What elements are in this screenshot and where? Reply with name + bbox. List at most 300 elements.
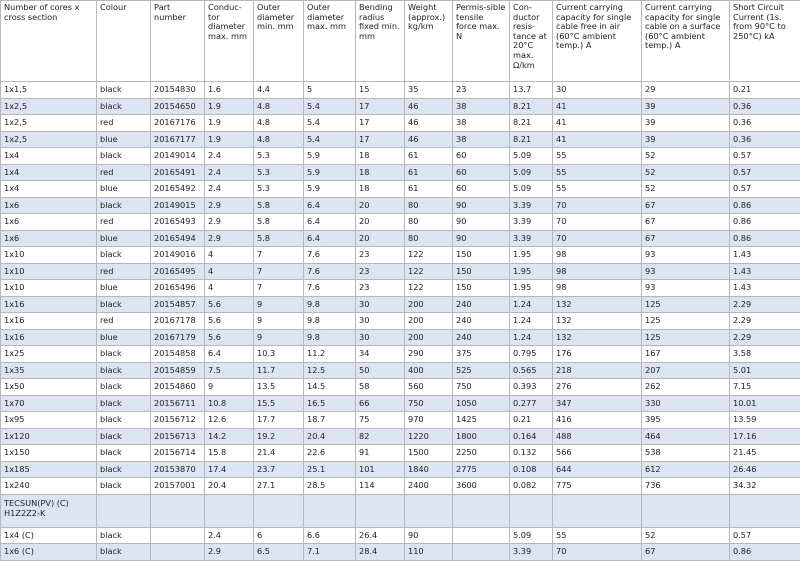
cell-current-air: 55 <box>553 527 642 544</box>
cell-bending-radius: 30 <box>356 296 405 313</box>
cell-bending-radius: 82 <box>356 428 405 445</box>
cell-current-surface: 52 <box>642 181 730 198</box>
cell-outer-min: 7 <box>254 280 304 297</box>
table-row <box>1 346 800 363</box>
cell-colour: blue <box>97 181 151 198</box>
header-current-free-air: Current carrying capacity for single cable free in air (60°C ambient temp.) A <box>553 1 642 82</box>
cell-part-number: 20157001 <box>151 478 205 495</box>
cell-bending-radius: 30 <box>356 329 405 346</box>
cell-part-number: 20154830 <box>151 82 205 99</box>
cell-bending-radius: 114 <box>356 478 405 495</box>
section-empty-cell <box>510 494 553 527</box>
cell-current-air: 70 <box>553 544 642 561</box>
cell-bending-radius: 20 <box>356 230 405 247</box>
cell-tensile-force: 60 <box>453 164 510 181</box>
cell-short-circuit: 1.43 <box>730 280 800 297</box>
header-outer-diameter-min: Outer diameter min. mm <box>254 1 304 82</box>
cell-part-number: 20167179 <box>151 329 205 346</box>
cell-conductor-diameter: 5.6 <box>205 329 254 346</box>
cell-outer-max: 12.5 <box>304 362 356 379</box>
cell-colour: black <box>97 527 151 544</box>
cell-part-number <box>151 544 205 561</box>
cell-weight: 560 <box>405 379 453 396</box>
cell-cores: 1x6 (C) <box>1 544 97 561</box>
cell-outer-min: 6 <box>254 527 304 544</box>
section-empty-cell <box>97 494 151 527</box>
cell-resistance: 0.164 <box>510 428 553 445</box>
cell-tensile-force: 23 <box>453 82 510 99</box>
cell-cores: 1x10 <box>1 247 97 264</box>
cell-short-circuit: 2.29 <box>730 296 800 313</box>
table-row <box>1 82 800 99</box>
cell-resistance: 3.39 <box>510 197 553 214</box>
cell-current-air: 347 <box>553 395 642 412</box>
cell-bending-radius: 17 <box>356 98 405 115</box>
cell-resistance: 1.24 <box>510 313 553 330</box>
cell-bending-radius: 91 <box>356 445 405 462</box>
cell-colour: black <box>97 98 151 115</box>
cell-part-number: 20156714 <box>151 445 205 462</box>
cell-weight: 80 <box>405 214 453 231</box>
cell-bending-radius: 17 <box>356 115 405 132</box>
cell-conductor-diameter: 1.6 <box>205 82 254 99</box>
cell-colour: blue <box>97 131 151 148</box>
cell-weight: 46 <box>405 131 453 148</box>
cell-current-surface: 207 <box>642 362 730 379</box>
cell-current-air: 276 <box>553 379 642 396</box>
cell-conductor-diameter: 9 <box>205 379 254 396</box>
cell-cores: 1x16 <box>1 313 97 330</box>
cell-bending-radius: 15 <box>356 82 405 99</box>
table-row <box>1 148 800 165</box>
cell-bending-radius: 28.4 <box>356 544 405 561</box>
cell-current-air: 30 <box>553 82 642 99</box>
header-current-surface: Current carrying capacity for single cable on a surface (60°C ambient temp.) A <box>642 1 730 82</box>
cell-conductor-diameter: 5.6 <box>205 313 254 330</box>
cell-conductor-diameter: 7.5 <box>205 362 254 379</box>
cell-weight: 200 <box>405 313 453 330</box>
cell-bending-radius: 58 <box>356 379 405 396</box>
cell-resistance: 0.277 <box>510 395 553 412</box>
table-row <box>1 445 800 462</box>
cell-conductor-diameter: 2.9 <box>205 214 254 231</box>
cell-tensile-force: 150 <box>453 263 510 280</box>
cell-resistance: 5.09 <box>510 181 553 198</box>
cell-current-surface: 39 <box>642 115 730 132</box>
cell-weight: 110 <box>405 544 453 561</box>
cell-cores: 1x6 <box>1 197 97 214</box>
cell-short-circuit: 2.29 <box>730 329 800 346</box>
cell-current-surface: 125 <box>642 313 730 330</box>
cell-outer-min: 5.3 <box>254 181 304 198</box>
cell-conductor-diameter: 2.4 <box>205 527 254 544</box>
cell-weight: 122 <box>405 263 453 280</box>
cell-part-number: 20156711 <box>151 395 205 412</box>
cell-bending-radius: 50 <box>356 362 405 379</box>
cell-conductor-diameter: 1.9 <box>205 98 254 115</box>
cell-bending-radius: 23 <box>356 247 405 264</box>
cell-bending-radius: 18 <box>356 164 405 181</box>
cell-weight: 2400 <box>405 478 453 495</box>
cell-current-air: 98 <box>553 247 642 264</box>
cell-cores: 1x16 <box>1 296 97 313</box>
table-row <box>1 98 800 115</box>
cell-current-surface: 93 <box>642 280 730 297</box>
cell-outer-max: 6.4 <box>304 230 356 247</box>
cell-colour: black <box>97 412 151 429</box>
cell-current-surface: 330 <box>642 395 730 412</box>
cell-short-circuit: 10.01 <box>730 395 800 412</box>
cell-conductor-diameter: 2.9 <box>205 230 254 247</box>
cell-short-circuit: 1.43 <box>730 247 800 264</box>
cell-short-circuit: 26.46 <box>730 461 800 478</box>
cell-outer-min: 19.2 <box>254 428 304 445</box>
cell-bending-radius: 23 <box>356 263 405 280</box>
section-empty-cell <box>453 494 510 527</box>
cell-cores: 1x240 <box>1 478 97 495</box>
cell-cores: 1x70 <box>1 395 97 412</box>
cell-resistance: 3.39 <box>510 544 553 561</box>
section-empty-cell <box>553 494 642 527</box>
cell-current-surface: 93 <box>642 247 730 264</box>
cell-short-circuit: 0.57 <box>730 527 800 544</box>
cell-bending-radius: 66 <box>356 395 405 412</box>
table-row <box>1 461 800 478</box>
cell-current-air: 98 <box>553 280 642 297</box>
cell-weight: 400 <box>405 362 453 379</box>
cell-conductor-diameter: 6.4 <box>205 346 254 363</box>
cell-resistance: 1.95 <box>510 247 553 264</box>
cell-tensile-force: 240 <box>453 296 510 313</box>
cell-short-circuit: 0.86 <box>730 197 800 214</box>
cell-resistance: 13.7 <box>510 82 553 99</box>
cell-conductor-diameter: 4 <box>205 247 254 264</box>
cell-weight: 80 <box>405 230 453 247</box>
cell-current-surface: 52 <box>642 148 730 165</box>
cell-cores: 1x95 <box>1 412 97 429</box>
cell-conductor-diameter: 2.4 <box>205 164 254 181</box>
table-row <box>1 527 800 544</box>
cell-bending-radius: 101 <box>356 461 405 478</box>
cell-resistance: 3.39 <box>510 214 553 231</box>
cell-colour: black <box>97 296 151 313</box>
cell-tensile-force: 750 <box>453 379 510 396</box>
cell-colour: red <box>97 164 151 181</box>
cell-cores: 1x150 <box>1 445 97 462</box>
cell-tensile-force: 150 <box>453 247 510 264</box>
cell-current-air: 70 <box>553 197 642 214</box>
section-header-row <box>1 494 800 527</box>
cell-outer-max: 25.1 <box>304 461 356 478</box>
cell-cores: 1x10 <box>1 280 97 297</box>
cell-short-circuit: 0.86 <box>730 544 800 561</box>
cell-colour: blue <box>97 280 151 297</box>
table-row <box>1 115 800 132</box>
cell-part-number: 20156713 <box>151 428 205 445</box>
cell-part-number: 20165493 <box>151 214 205 231</box>
cell-short-circuit: 0.36 <box>730 131 800 148</box>
cell-resistance: 0.108 <box>510 461 553 478</box>
cell-current-air: 132 <box>553 296 642 313</box>
cell-outer-min: 4.8 <box>254 115 304 132</box>
cell-outer-min: 10.3 <box>254 346 304 363</box>
cell-cores: 1x16 <box>1 329 97 346</box>
cell-weight: 80 <box>405 197 453 214</box>
header-outer-diameter-max: Outer diameter max. mm <box>304 1 356 82</box>
cell-part-number: 20154859 <box>151 362 205 379</box>
header-conductor-diameter: Conduc-tor diameter max. mm <box>205 1 254 82</box>
cell-outer-min: 9 <box>254 296 304 313</box>
cell-part-number: 20167178 <box>151 313 205 330</box>
cell-outer-max: 5.9 <box>304 181 356 198</box>
cell-short-circuit: 0.86 <box>730 214 800 231</box>
cell-outer-min: 17.7 <box>254 412 304 429</box>
cell-bending-radius: 23 <box>356 280 405 297</box>
cell-cores: 1x4 <box>1 148 97 165</box>
cell-resistance: 8.21 <box>510 98 553 115</box>
cell-weight: 61 <box>405 148 453 165</box>
cell-tensile-force: 38 <box>453 131 510 148</box>
section-empty-cell <box>356 494 405 527</box>
cell-outer-max: 7.1 <box>304 544 356 561</box>
cell-weight: 970 <box>405 412 453 429</box>
cell-part-number: 20153870 <box>151 461 205 478</box>
cell-weight: 46 <box>405 98 453 115</box>
cell-short-circuit: 1.43 <box>730 263 800 280</box>
header-colour: Colour <box>97 1 151 82</box>
cell-outer-max: 5.4 <box>304 115 356 132</box>
cell-resistance: 5.09 <box>510 164 553 181</box>
cell-weight: 1840 <box>405 461 453 478</box>
cell-outer-min: 4.4 <box>254 82 304 99</box>
table-row <box>1 181 800 198</box>
cell-current-surface: 52 <box>642 527 730 544</box>
cell-current-surface: 538 <box>642 445 730 462</box>
cell-part-number <box>151 527 205 544</box>
cell-short-circuit: 0.57 <box>730 181 800 198</box>
cell-outer-min: 5.8 <box>254 214 304 231</box>
cell-tensile-force: 240 <box>453 313 510 330</box>
cell-resistance: 0.082 <box>510 478 553 495</box>
cell-tensile-force: 2250 <box>453 445 510 462</box>
cell-outer-max: 6.4 <box>304 214 356 231</box>
cell-cores: 1x6 <box>1 214 97 231</box>
cell-current-air: 132 <box>553 313 642 330</box>
cell-outer-min: 9 <box>254 313 304 330</box>
cell-current-surface: 167 <box>642 346 730 363</box>
cell-outer-min: 5.3 <box>254 164 304 181</box>
cell-outer-max: 9.8 <box>304 296 356 313</box>
cell-resistance: 8.21 <box>510 131 553 148</box>
cell-outer-max: 16.5 <box>304 395 356 412</box>
cell-current-air: 55 <box>553 148 642 165</box>
cell-tensile-force: 1050 <box>453 395 510 412</box>
cell-weight: 290 <box>405 346 453 363</box>
cell-colour: black <box>97 478 151 495</box>
cell-tensile-force: 60 <box>453 181 510 198</box>
cell-current-surface: 93 <box>642 263 730 280</box>
cell-conductor-diameter: 10.8 <box>205 395 254 412</box>
cell-outer-max: 5 <box>304 82 356 99</box>
cell-cores: 1x2,5 <box>1 115 97 132</box>
table-row <box>1 428 800 445</box>
cell-resistance: 3.39 <box>510 230 553 247</box>
cell-tensile-force: 3600 <box>453 478 510 495</box>
cell-resistance: 8.21 <box>510 115 553 132</box>
cell-colour: black <box>97 82 151 99</box>
cell-conductor-diameter: 14.2 <box>205 428 254 445</box>
cell-outer-max: 11.2 <box>304 346 356 363</box>
header-conductor-resistance: Con-ductor resis-tance at 20°C max. Ω/km <box>510 1 553 82</box>
cell-current-surface: 125 <box>642 296 730 313</box>
cell-cores: 1x1,5 <box>1 82 97 99</box>
cell-part-number: 20154650 <box>151 98 205 115</box>
cell-conductor-diameter: 15.8 <box>205 445 254 462</box>
cell-colour: blue <box>97 329 151 346</box>
cell-outer-max: 14.5 <box>304 379 356 396</box>
cell-colour: red <box>97 313 151 330</box>
cell-current-air: 488 <box>553 428 642 445</box>
cell-conductor-diameter: 17.4 <box>205 461 254 478</box>
cell-resistance: 0.565 <box>510 362 553 379</box>
cell-current-surface: 52 <box>642 164 730 181</box>
cell-part-number: 20165496 <box>151 280 205 297</box>
cell-tensile-force: 38 <box>453 115 510 132</box>
cell-resistance: 0.132 <box>510 445 553 462</box>
cell-colour: red <box>97 263 151 280</box>
cell-colour: black <box>97 445 151 462</box>
cell-current-air: 70 <box>553 230 642 247</box>
cell-cores: 1x25 <box>1 346 97 363</box>
cell-outer-max: 5.9 <box>304 148 356 165</box>
cell-outer-max: 6.6 <box>304 527 356 544</box>
cell-weight: 35 <box>405 82 453 99</box>
cell-outer-max: 9.8 <box>304 313 356 330</box>
cell-conductor-diameter: 1.9 <box>205 115 254 132</box>
cell-short-circuit: 21.45 <box>730 445 800 462</box>
cell-tensile-force: 60 <box>453 148 510 165</box>
table-row <box>1 329 800 346</box>
cell-tensile-force: 1800 <box>453 428 510 445</box>
cell-cores: 1x185 <box>1 461 97 478</box>
cell-tensile-force: 375 <box>453 346 510 363</box>
cell-part-number: 20167177 <box>151 131 205 148</box>
table-row <box>1 412 800 429</box>
cell-resistance: 0.21 <box>510 412 553 429</box>
cell-current-surface: 125 <box>642 329 730 346</box>
cell-weight: 90 <box>405 527 453 544</box>
cell-colour: black <box>97 362 151 379</box>
cell-outer-max: 5.9 <box>304 164 356 181</box>
cell-part-number: 20165495 <box>151 263 205 280</box>
cell-tensile-force: 90 <box>453 197 510 214</box>
cell-short-circuit: 0.36 <box>730 98 800 115</box>
cell-colour: black <box>97 148 151 165</box>
cell-cores: 1x2,5 <box>1 98 97 115</box>
cell-bending-radius: 18 <box>356 181 405 198</box>
cell-conductor-diameter: 12.6 <box>205 412 254 429</box>
cell-outer-max: 28.5 <box>304 478 356 495</box>
cell-current-surface: 736 <box>642 478 730 495</box>
cell-current-surface: 39 <box>642 131 730 148</box>
cell-bending-radius: 34 <box>356 346 405 363</box>
cell-weight: 1500 <box>405 445 453 462</box>
cell-current-air: 55 <box>553 181 642 198</box>
cell-conductor-diameter: 20.4 <box>205 478 254 495</box>
cell-current-air: 98 <box>553 263 642 280</box>
cell-tensile-force: 90 <box>453 230 510 247</box>
cell-current-air: 644 <box>553 461 642 478</box>
cell-resistance: 5.09 <box>510 527 553 544</box>
cell-current-surface: 395 <box>642 412 730 429</box>
cell-outer-max: 7.6 <box>304 280 356 297</box>
cell-conductor-diameter: 2.4 <box>205 148 254 165</box>
table-row <box>1 313 800 330</box>
cell-cores: 1x2,5 <box>1 131 97 148</box>
cell-outer-max: 5.4 <box>304 98 356 115</box>
cell-outer-max: 20.4 <box>304 428 356 445</box>
cell-short-circuit: 0.57 <box>730 164 800 181</box>
cell-colour: black <box>97 461 151 478</box>
cell-outer-min: 13.5 <box>254 379 304 396</box>
cell-part-number: 20149014 <box>151 148 205 165</box>
cell-conductor-diameter: 1.9 <box>205 131 254 148</box>
cell-outer-min: 4.8 <box>254 131 304 148</box>
cell-current-air: 55 <box>553 164 642 181</box>
cell-outer-max: 18.7 <box>304 412 356 429</box>
cell-short-circuit: 5.01 <box>730 362 800 379</box>
cell-outer-min: 21.4 <box>254 445 304 462</box>
cell-conductor-diameter: 4 <box>205 263 254 280</box>
cell-current-air: 132 <box>553 329 642 346</box>
cell-short-circuit: 2.29 <box>730 313 800 330</box>
section-empty-cell <box>304 494 356 527</box>
section-empty-cell <box>642 494 730 527</box>
cell-short-circuit: 0.21 <box>730 82 800 99</box>
cell-outer-min: 7 <box>254 263 304 280</box>
cell-part-number: 20165494 <box>151 230 205 247</box>
cell-short-circuit: 0.86 <box>730 230 800 247</box>
cell-outer-max: 7.6 <box>304 247 356 264</box>
cell-short-circuit: 13.59 <box>730 412 800 429</box>
cell-part-number: 20167176 <box>151 115 205 132</box>
cell-bending-radius: 75 <box>356 412 405 429</box>
cell-outer-min: 9 <box>254 329 304 346</box>
cell-short-circuit: 3.58 <box>730 346 800 363</box>
cell-current-air: 41 <box>553 115 642 132</box>
table-row <box>1 164 800 181</box>
cell-outer-min: 5.8 <box>254 197 304 214</box>
cell-current-air: 70 <box>553 214 642 231</box>
cell-bending-radius: 17 <box>356 131 405 148</box>
cell-current-surface: 29 <box>642 82 730 99</box>
cell-colour: black <box>97 544 151 561</box>
cell-colour: black <box>97 395 151 412</box>
cell-outer-min: 27.1 <box>254 478 304 495</box>
cell-resistance: 0.393 <box>510 379 553 396</box>
section-empty-cell <box>730 494 800 527</box>
table-row <box>1 544 800 561</box>
cell-bending-radius: 30 <box>356 313 405 330</box>
cell-bending-radius: 20 <box>356 197 405 214</box>
cell-conductor-diameter: 2.4 <box>205 181 254 198</box>
cell-part-number: 20165492 <box>151 181 205 198</box>
cell-cores: 1x120 <box>1 428 97 445</box>
table-row <box>1 214 800 231</box>
cell-colour: red <box>97 214 151 231</box>
cell-outer-min: 4.8 <box>254 98 304 115</box>
table-row <box>1 478 800 495</box>
